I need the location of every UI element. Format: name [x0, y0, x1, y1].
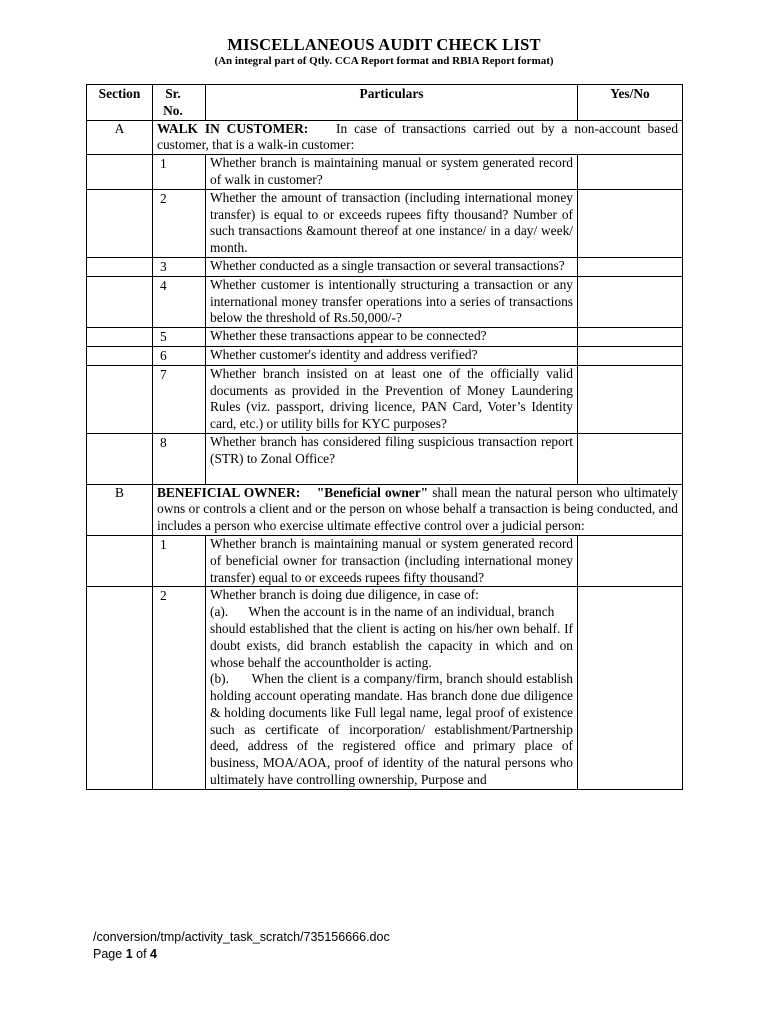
- sr-no: 2: [153, 587, 206, 790]
- yes-no-cell[interactable]: [578, 189, 683, 257]
- particulars: Whether branch insisted on at least one of the officially valid documents as provided in the Prevention of Money Laundering Rules (viz. passport, driving licence, PAN Card, Voter’s Identity card, etc.) or utility bills for KYC purposes?: [206, 365, 578, 433]
- yes-no-cell[interactable]: [578, 155, 683, 190]
- section-intro-text: shall mean the natural person who ultimately owns or controls a client and or the person on whose behalf a transaction is being conducted, and includes a person who exercise ultimate effective control over a judicial person:: [157, 484, 679, 534]
- yes-no-cell[interactable]: [578, 346, 683, 365]
- section-cell: [87, 587, 153, 790]
- particulars: Whether branch is maintaining manual or system generated record of walk in customer?: [206, 155, 578, 190]
- section-cell: [87, 535, 153, 586]
- section-a-heading-row: [87, 120, 683, 155]
- clause-a-continued: should established that the client is acting on his/her own behalf. If doubt exists, did branch establish the capacity in which and on whose behalf the accountholder is acting.: [210, 620, 573, 670]
- section-cell: [87, 155, 153, 190]
- section-heading: BENEFICIAL OWNER:: [157, 484, 301, 500]
- sr-no: 2: [153, 189, 206, 257]
- sr-no: 5: [153, 328, 206, 347]
- table-row: [87, 535, 683, 586]
- particulars: Whether conducted as a single transaction or several transactions?: [206, 257, 578, 276]
- yes-no-cell[interactable]: [578, 587, 683, 790]
- particulars: [206, 433, 578, 484]
- table-row: [87, 587, 683, 790]
- clause-a-label: (a).: [210, 604, 229, 620]
- footer-page-number: [93, 947, 157, 961]
- yes-no-cell[interactable]: [578, 276, 683, 327]
- section-cell: [87, 189, 153, 257]
- yes-no-cell[interactable]: [578, 433, 683, 484]
- table-row: [87, 189, 683, 257]
- section-heading: WALK IN CUSTOMER:: [157, 120, 309, 136]
- section-cell: [87, 433, 153, 484]
- document-subtitle: (An integral part of Qtly. CCA Report format and RBIA Report format): [214, 55, 554, 67]
- sr-no: 1: [153, 535, 206, 586]
- particulars: [206, 587, 578, 790]
- particulars: Whether branch is maintaining manual or system generated record of beneficial owner for transaction (including international money transfer) equal to or exceeds rupees fifty thousand?: [206, 535, 578, 586]
- header-sr-no: Sr. No.: [153, 85, 206, 121]
- particulars: Whether these transactions appear to be connected?: [206, 328, 578, 347]
- page-current: 1: [125, 947, 133, 961]
- header-yes-no: Yes/No: [578, 85, 683, 121]
- yes-no-cell[interactable]: [578, 535, 683, 586]
- table-header-row: [87, 85, 683, 121]
- section-cell: [87, 328, 153, 347]
- particulars-lead: Whether branch is doing due diligence, in case of:: [210, 587, 479, 603]
- audit-checklist-table: [86, 84, 683, 790]
- table-row: [87, 365, 683, 433]
- particulars: Whether the amount of transaction (including international money transfer) is equal to or exceeds rupees fifty thousand? Number of such transactions &amount thereof at one instance/ in a day/ week/ month.: [206, 189, 578, 257]
- beneficial-owner-term: "Beneficial owner": [316, 484, 429, 500]
- document-title: MISCELLANEOUS AUDIT CHECK LIST: [227, 35, 541, 54]
- sr-no: 7: [153, 365, 206, 433]
- table-row: [87, 155, 683, 190]
- table-row: [87, 257, 683, 276]
- page-of: of: [136, 947, 147, 961]
- section-intro: [153, 120, 683, 155]
- table-row: [87, 346, 683, 365]
- clause-a-text: When the account is in the name of an individual, branch: [248, 604, 555, 620]
- table-row: [87, 276, 683, 327]
- clause-a: [210, 604, 573, 621]
- particulars-text: Whether branch has considered filing suspicious transaction report (STR) to Zonal Office?: [210, 433, 573, 466]
- section-letter: B: [87, 484, 153, 535]
- sr-no: 4: [153, 276, 206, 327]
- header-section: Section: [87, 85, 153, 121]
- yes-no-cell[interactable]: [578, 328, 683, 347]
- section-cell: [87, 276, 153, 327]
- yes-no-cell[interactable]: [578, 257, 683, 276]
- particulars: Whether customer's identity and address verified?: [206, 346, 578, 365]
- clause-b: [210, 671, 573, 789]
- yes-no-cell[interactable]: [578, 365, 683, 433]
- sr-no: 3: [153, 257, 206, 276]
- clause-b-label: (b).: [210, 671, 229, 687]
- clause-b-text: When the client is a company/firm, branch should establish holding account operating mandate. Has branch done due diligence & holding documents like Full legal name, legal proof of existence such as certificate of incorporation/ establishment/Partnership deed, address of the registered office and primary place of business, MOA/AOA, proof of identity of the natural persons who ultimately have controlling ownership, Purpose and: [210, 671, 573, 788]
- section-cell: [87, 257, 153, 276]
- section-cell: [87, 346, 153, 365]
- section-b-heading-row: [87, 484, 683, 535]
- section-letter: A: [87, 120, 153, 155]
- sr-no: 6: [153, 346, 206, 365]
- page-prefix: Page: [93, 947, 123, 961]
- table-row: [87, 433, 683, 484]
- footer-file-path: /conversion/tmp/activity_task_scratch/735156666.doc: [93, 930, 390, 944]
- particulars: Whether customer is intentionally structuring a transaction or any international money transfer operations into a series of transactions below the threshold of Rs.50,000/-?: [206, 276, 578, 327]
- table-row: [87, 328, 683, 347]
- header-particulars: Particulars: [206, 85, 578, 121]
- section-intro-text: In case of transactions carried out by a non-account based customer, that is a walk-in customer:: [157, 120, 679, 153]
- page-total: 4: [150, 947, 157, 961]
- section-cell: [87, 365, 153, 433]
- section-intro: [153, 484, 683, 535]
- sr-no: 1: [153, 155, 206, 190]
- sr-no: 8: [153, 433, 206, 484]
